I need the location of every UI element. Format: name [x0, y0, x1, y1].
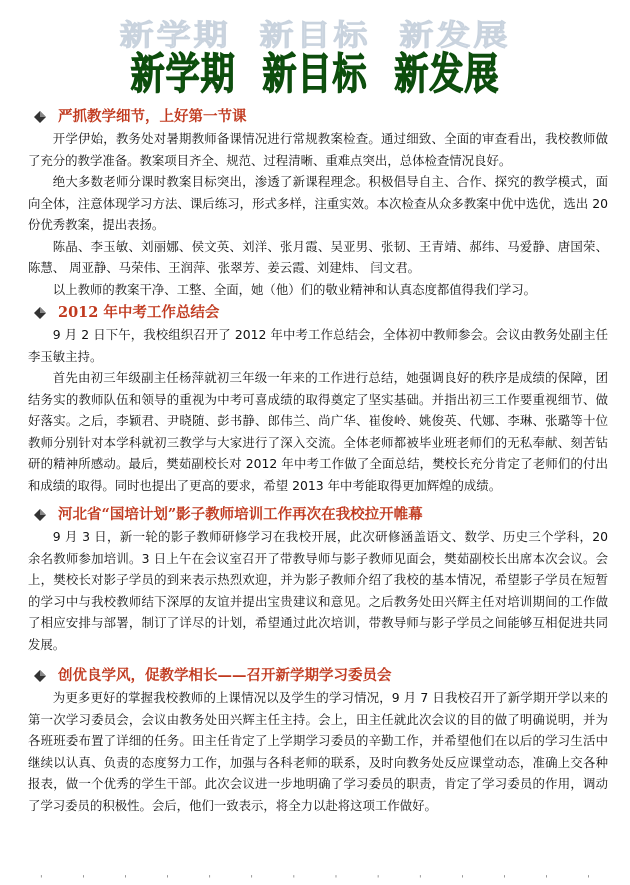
newsletter-header — [0, 0, 630, 100]
paragraph: 以上教师的教案干净、工整、全面，她（他）们的敬业精神和认真态度都值得我们学习。 — [52, 281, 537, 297]
section-shadow-teacher-training — [28, 504, 608, 655]
section-heading: 2012 年中考工作总结会 — [34, 302, 608, 324]
diamond-bullet-icon — [34, 111, 46, 123]
diamond-bullet-icon — [34, 509, 46, 521]
footer-marks: ˌ ˌ ˌ ˌ ˌ ˌ ˌ ˌ ˌ ˌ ˌ ˌ ˌ ˌ — [40, 869, 590, 879]
page-title: 新学期 新目标 新发展 — [130, 49, 500, 100]
paragraph: 为更多更好的掌握我校教师的上课情况以及学生的学习情况，9 月 7 日我校召开了新学期开学以来的第一次学习委员会，会议由教务处田兴辉主任主持。会上，田主任就此次会议的目的做了明确说明，并为各班班委布置了详细的任务。田主任肯定了上学期学习委员的辛勤工作，并希望他们在以后的学习生活中继续以认真、负责的态度努力工作，加强与各科老师的联系，及时向教务处反应课堂动态，准确上交各种报表，做一个优秀的学生干部。此次会议进一步地明确了学习委员的职责，肯定了学习委员的作用，调动了学习委员的积极性。会后，他们一致表示，将全力以赴将这项工作做好。 — [28, 690, 608, 813]
section-exam-summary — [28, 302, 608, 496]
paragraph: 开学伊始，教务处对暑期教师备课情况进行常规教案检查。通过细致、全面的审查看出，我校教师做了充分的教学准备。教案项目齐全、规范、过程清晰、重难点突出，总体检查情况良好。 — [28, 131, 608, 168]
section-study-committee — [28, 665, 608, 816]
section-heading: 创优良学风，促教学相长——召开新学期学习委员会 — [34, 665, 608, 687]
paragraph: 9 月 2 日下午，我校组织召开了 2012 年中考工作总结会，全体初中教师参会。会议由教务处副主任李玉敏主持。 — [28, 327, 608, 364]
paragraph: 绝大多数老师分课时教案目标突出，渗透了新课程理念。积极倡导自主、合作、探究的教学模式，面向全体，注意体现学习方法、课后练习，形式多样，注重实效。本次检查从众多教案中优中选优，选出 20 份优秀教案，提出表扬。 — [28, 174, 608, 232]
teacher-names: 陈晶、李玉敏、刘丽娜、侯文英、刘洋、张月霞、吴亚男、张韧、王青靖、郝纬、马爱静、唐国荣、陈慧、 周亚静、马荣伟、王润萍、张翠芳、姜云霞、刘建炜、 闫文君。 — [28, 238, 608, 275]
title-shadow: 新学期 新目标 新发展 — [119, 18, 511, 53]
section-heading: 河北省“国培计划”影子教师培训工作再次在我校拉开帷幕 — [34, 504, 608, 526]
diamond-bullet-icon — [34, 670, 46, 682]
diamond-bullet-icon — [34, 307, 46, 319]
section-heading: 严抓教学细节，上好第一节课 — [34, 106, 608, 128]
section-lesson-plan-check — [28, 106, 608, 300]
paragraph: 首先由初三年级副主任杨萍就初三年级一年来的工作进行总结，她强调良好的秩序是成绩的保障，团结务实的教师队伍和领导的重视为中考可喜成绩的取得奠定了坚实基础。并指出初三工作要重视细节、做好落实。之后，李颖君、尹晓随、彭书静、郎伟兰、尚广华、崔俊岭、姚俊英、代娜、李琳、张璐等十位教师分别针对本学科就初三教学与大家进行了深入交流。全体老师都被毕业班老师们的无私奉献、刻苦钻研的精神所感动。最后，樊茹副校长对 2012 年中考工作做了全面总结，樊校长充分肯定了老师们的付出和成绩的取得。同时也提出了更高的要求，希望 2013 年中考能取得更加辉煌的成绩。 — [28, 370, 608, 493]
paragraph: 9 月 3 日，新一轮的影子教师研修学习在我校开展，此次研修涵盖语文、数学、历史三个学科，20 余名教师参加培训。3 日上午在会议室召开了带教导师与影子教师见面会，樊茹副校长出席本次会议。会上，樊校长对影子学员的到来表示热烈欢迎，并为影子教师介绍了我校的基本情况，希望影子学员在短暂的学习中与我校教师结下深厚的友谊并提出宝贵建议和意见。之后教务处田兴辉主任对培训期间的工作做了相应安排与部署，制订了详尽的计划，希望通过此次培训，带教导师与影子学员之间能够互相促进共同发展。 — [28, 529, 608, 652]
